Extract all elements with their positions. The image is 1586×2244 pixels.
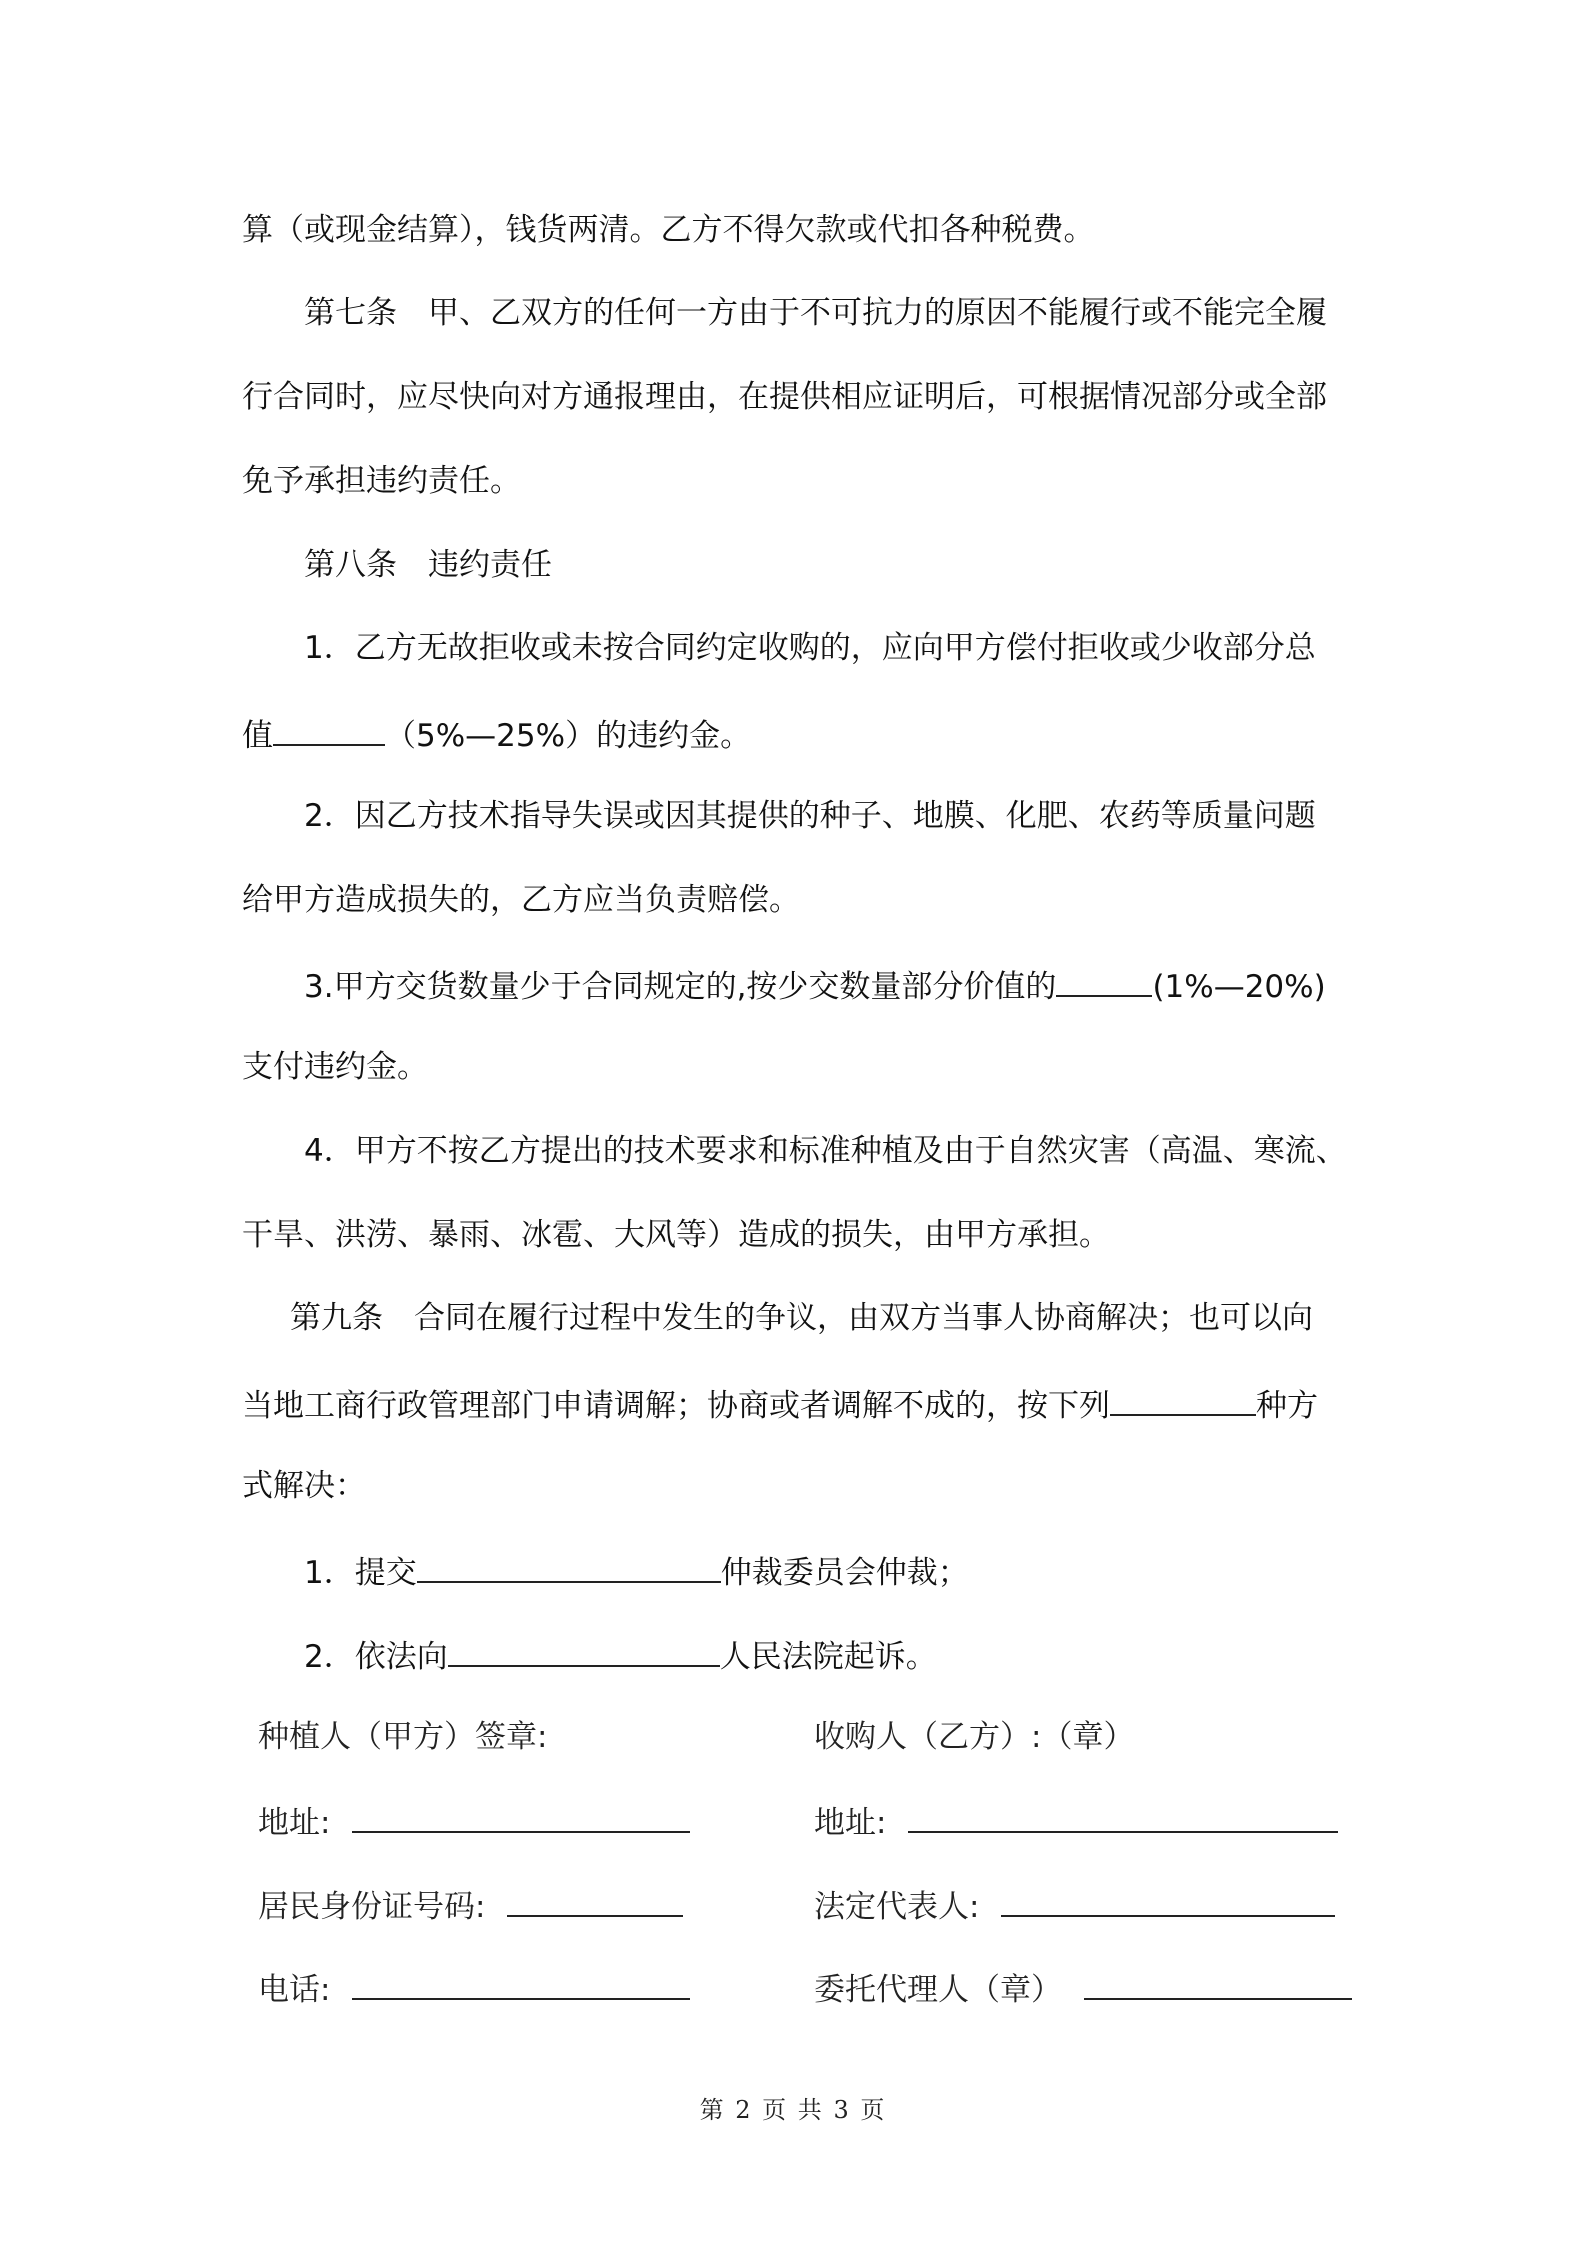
party-a-address-row bbox=[258, 1799, 690, 1845]
dispute-method-blank[interactable] bbox=[1110, 1380, 1256, 1416]
article-9-line-3: 式解决： bbox=[242, 1468, 366, 1504]
article-8-item-3-line-1 bbox=[304, 961, 1326, 1009]
method-suffix: 种方 bbox=[1256, 1388, 1318, 1424]
id-number-row bbox=[258, 1883, 683, 1929]
article-9-item-1 bbox=[304, 1547, 969, 1595]
court-name-blank[interactable] bbox=[448, 1631, 720, 1667]
party-a-address-field[interactable] bbox=[352, 1799, 690, 1833]
address-label: 地址: bbox=[258, 1805, 331, 1841]
phone-row bbox=[258, 1966, 690, 2012]
article-9-line-1: 第九条 合同在履行过程中发生的争议，由双方当事人协商解决；也可以向 bbox=[290, 1300, 1313, 1336]
address-label: 地址: bbox=[814, 1805, 887, 1841]
article-7-line-3: 免予承担违约责任。 bbox=[242, 463, 521, 499]
agent-label: 委托代理人（章） bbox=[814, 1972, 1062, 2008]
article-8-item-1-line-2 bbox=[242, 710, 751, 758]
arbitration-prefix: 1．提交 bbox=[304, 1555, 417, 1591]
arbitration-committee-blank[interactable] bbox=[417, 1547, 721, 1583]
court-prefix: 2．依法向 bbox=[304, 1639, 448, 1675]
article-8-item-2-line-2: 给甲方造成损失的，乙方应当负责赔偿。 bbox=[242, 882, 800, 918]
phone-field[interactable] bbox=[352, 1966, 690, 2000]
id-number-field[interactable] bbox=[507, 1883, 683, 1917]
article-8-title: 第八条 违约责任 bbox=[304, 547, 552, 583]
agent-row bbox=[814, 1966, 1352, 2012]
phone-label: 电话: bbox=[258, 1972, 331, 2008]
mediation-text: 当地工商行政管理部门申请调解；协商或者调解不成的，按下列 bbox=[242, 1388, 1110, 1424]
text-line-settlement: 算（或现金结算），钱货两清。乙方不得欠款或代扣各种税费。 bbox=[242, 212, 1095, 248]
party-b-signature-label: 收购人（乙方）:（章） bbox=[814, 1719, 1135, 1755]
article-8-item-3-line-2: 支付违约金。 bbox=[242, 1049, 428, 1085]
shortfall-range-text: (1%—20%) bbox=[1152, 969, 1326, 1005]
shortfall-rate-blank[interactable] bbox=[1056, 961, 1152, 997]
party-b-address-row bbox=[814, 1799, 1338, 1845]
legal-rep-field[interactable] bbox=[1001, 1883, 1335, 1917]
article-9-item-2 bbox=[304, 1631, 937, 1679]
court-suffix: 人民法院起诉。 bbox=[719, 1639, 937, 1675]
penalty-rate-blank[interactable] bbox=[273, 710, 385, 746]
value-label: 值 bbox=[242, 718, 273, 754]
article-8-item-4-line-1: 4．甲方不按乙方提出的技术要求和标准种植及由于自然灾害（高温、寒流、 bbox=[304, 1133, 1347, 1169]
party-a-signature-label: 种植人（甲方）签章: bbox=[258, 1719, 548, 1755]
legal-rep-label: 法定代表人: bbox=[814, 1889, 980, 1925]
article-7-line-1: 第七条 甲、乙双方的任何一方由于不可抗力的原因不能履行或不能完全履 bbox=[304, 295, 1327, 331]
shortfall-text: 3.甲方交货数量少于合同规定的,按少交数量部分价值的 bbox=[304, 969, 1057, 1005]
penalty-range-text: （5%—25%）的违约金。 bbox=[385, 718, 752, 754]
article-8-item-4-line-2: 干旱、洪涝、暴雨、冰雹、大风等）造成的损失，由甲方承担。 bbox=[242, 1217, 1110, 1253]
arbitration-suffix: 仲裁委员会仲裁； bbox=[720, 1555, 969, 1591]
article-8-item-1-line-1: 1．乙方无故拒收或未按合同约定收购的，应向甲方偿付拒收或少收部分总 bbox=[304, 630, 1316, 666]
page-number: 第 2 页 共 3 页 bbox=[699, 2096, 887, 2124]
article-9-line-2 bbox=[242, 1380, 1318, 1428]
legal-rep-row bbox=[814, 1883, 1335, 1929]
agent-field[interactable] bbox=[1084, 1966, 1352, 2000]
article-7-line-2: 行合同时，应尽快向对方通报理由，在提供相应证明后，可根据情况部分或全部 bbox=[242, 379, 1327, 415]
article-8-item-2-line-1: 2．因乙方技术指导失误或因其提供的种子、地膜、化肥、农药等质量问题 bbox=[304, 798, 1316, 834]
id-number-label: 居民身份证号码: bbox=[258, 1889, 486, 1925]
party-b-address-field[interactable] bbox=[908, 1799, 1338, 1833]
